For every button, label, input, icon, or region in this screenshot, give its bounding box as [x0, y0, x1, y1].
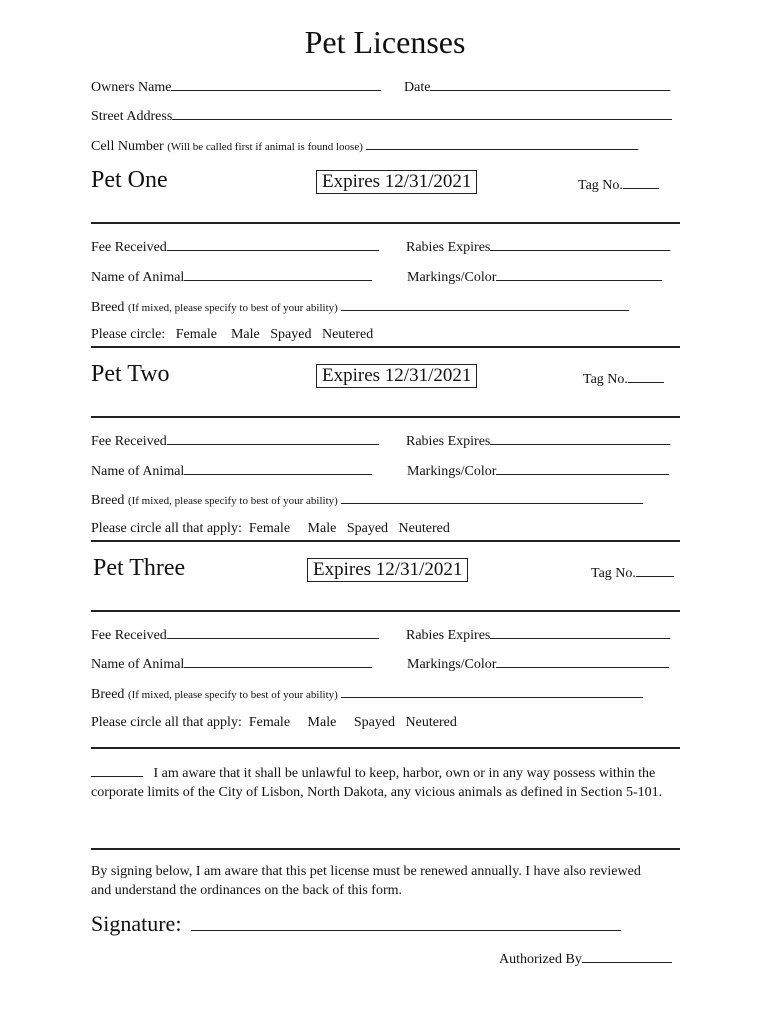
pet-one-fee-label: Fee Received [91, 240, 167, 255]
pet-three-markings-row [407, 655, 669, 673]
pet-two-fee-label: Fee Received [91, 434, 167, 449]
renewal-statement: By signing below, I am aware that this pet license must be renewed annually. I have also reviewed and understand the ordinances on the back of this form. [91, 864, 641, 898]
date-label: Date [404, 80, 431, 95]
pet-three-end-divider [91, 747, 680, 749]
pet-three-divider [91, 610, 680, 612]
pet-two-markings-label: Markings/Color [407, 464, 497, 479]
cell-number-note: (Will be called first if animal is found loose) [167, 141, 363, 153]
page-title: Pet Licenses [304, 24, 466, 60]
street-address-label: Street Address [91, 109, 173, 124]
pet-three-breed-field[interactable] [341, 685, 643, 698]
cell-number-field[interactable] [366, 137, 638, 150]
pet-two-tag-label: Tag No. [583, 372, 628, 387]
pet-three-fee-label: Fee Received [91, 628, 167, 643]
pet-one-rabies-row [406, 238, 670, 256]
pet-three-rabies-label: Rabies Expires [406, 628, 491, 643]
pet-three-name-row [91, 655, 372, 673]
owners-name-field[interactable] [171, 78, 381, 91]
pet-three-breed-row [91, 685, 643, 703]
pet-two-opt-neutered[interactable]: Neutered [398, 521, 450, 536]
pet-two-breed-row [91, 491, 643, 509]
pet-three-tag-field[interactable] [636, 564, 674, 577]
pet-three-rabies-field[interactable] [490, 626, 670, 639]
owners-name-label: Owners Name [91, 80, 172, 95]
pet-two-breed-note: (If mixed, please specify to best of your ability) [127, 495, 338, 507]
pet-one-tag-field[interactable] [623, 176, 659, 189]
pet-one-markings-field[interactable] [496, 268, 662, 281]
pet-three-opt-neutered[interactable]: Neutered [405, 715, 457, 730]
street-address-field[interactable] [172, 107, 672, 120]
pet-two-tag-row [583, 370, 664, 388]
pet-three-circle-label: Please circle all that apply: [91, 715, 242, 730]
pet-one-fee-row [91, 238, 379, 256]
pet-one-breed-field[interactable] [341, 298, 629, 311]
pet-one-opt-neutered[interactable]: Neutered [321, 327, 374, 342]
pet-two-opt-female[interactable]: Female [248, 521, 291, 536]
pet-one-name-field[interactable] [184, 268, 372, 281]
pet-three-tag-row [591, 564, 674, 582]
pet-two-end-divider [91, 540, 680, 542]
pet-three-name-label: Name of Animal [91, 657, 185, 672]
pet-two-name-label: Name of Animal [91, 464, 185, 479]
signature-field[interactable] [191, 912, 621, 931]
pet-one-opt-male[interactable]: Male [230, 327, 260, 342]
pet-three-title: Pet Three [93, 555, 186, 581]
pet-three-fee-row [91, 626, 379, 644]
pet-three-fee-field[interactable] [167, 626, 379, 639]
pet-one-fee-field[interactable] [167, 238, 379, 251]
owners-name-row [91, 78, 381, 96]
pet-three-expires-box: Expires 12/31/2021 [307, 558, 468, 582]
authorized-by-label: Authorized By [499, 952, 582, 967]
pet-two-rabies-field[interactable] [490, 432, 670, 445]
pet-one-tag-label: Tag No. [578, 178, 623, 193]
pet-three-markings-field[interactable] [496, 655, 669, 668]
pet-one-name-row [91, 268, 372, 286]
pet-one-rabies-label: Rabies Expires [406, 240, 491, 255]
vicious-statement-text: I am aware that it shall be unlawful to keep, harbor, own or in any way possess within the corporate limits of the City of Lisbon, North Dakota, any vicious animals as defined in Section 5-101. [91, 766, 663, 800]
pet-three-circle-row [91, 715, 457, 731]
pet-three-rabies-row [406, 626, 670, 644]
pet-three-name-field[interactable] [184, 655, 372, 668]
pet-one-title: Pet One [91, 167, 168, 193]
pet-one-rabies-field[interactable] [490, 238, 670, 251]
signature-label: Signature: [91, 911, 182, 936]
pet-one-opt-spayed[interactable]: Spayed [270, 327, 312, 342]
street-address-row [91, 107, 672, 125]
pet-two-fee-field[interactable] [167, 432, 379, 445]
date-row [404, 78, 670, 96]
pet-two-divider [91, 416, 680, 418]
pet-two-tag-field[interactable] [628, 370, 664, 383]
pet-two-opt-spayed[interactable]: Spayed [346, 521, 389, 536]
pet-one-markings-row [407, 268, 662, 286]
pet-two-markings-field[interactable] [496, 462, 669, 475]
pet-two-name-field[interactable] [184, 462, 372, 475]
pet-three-tag-label: Tag No. [591, 566, 636, 581]
pet-one-opt-female[interactable]: Female [175, 327, 217, 342]
pet-one-expires-box: Expires 12/31/2021 [316, 170, 477, 194]
cell-number-label: Cell Number [91, 139, 164, 154]
pet-two-fee-row [91, 432, 379, 450]
pet-two-name-row [91, 462, 372, 480]
pet-one-markings-label: Markings/Color [407, 270, 497, 285]
statement-divider [91, 848, 680, 850]
cell-number-row [91, 137, 638, 155]
pet-one-end-divider [91, 346, 680, 348]
pet-three-breed-note: (If mixed, please specify to best of your ability) [127, 689, 338, 701]
pet-one-circle-label: Please circle: [91, 327, 166, 342]
pet-three-opt-female[interactable]: Female [248, 715, 291, 730]
date-field[interactable] [430, 78, 670, 91]
pet-two-rabies-row [406, 432, 670, 450]
pet-three-opt-male[interactable]: Male [307, 715, 337, 730]
pet-two-rabies-label: Rabies Expires [406, 434, 491, 449]
pet-two-expires-box: Expires 12/31/2021 [316, 364, 477, 388]
vicious-statement [91, 763, 691, 802]
pet-one-divider [91, 222, 680, 224]
pet-three-opt-spayed[interactable]: Spayed [353, 715, 396, 730]
pet-two-opt-male[interactable]: Male [307, 521, 337, 536]
pet-two-circle-label: Please circle all that apply: [91, 521, 242, 536]
pet-two-breed-label: Breed [91, 493, 125, 508]
pet-two-title: Pet Two [91, 361, 170, 387]
pet-three-breed-label: Breed [91, 687, 125, 702]
pet-one-breed-note: (If mixed, please specify to best of your ability) [127, 302, 338, 314]
authorized-by-field[interactable] [582, 950, 672, 963]
pet-one-name-label: Name of Animal [91, 270, 185, 285]
pet-two-breed-field[interactable] [341, 491, 643, 504]
pet-one-circle-row [91, 327, 373, 343]
pet-two-circle-row [91, 521, 450, 537]
pet-three-markings-label: Markings/Color [407, 657, 497, 672]
pet-one-breed-label: Breed [91, 300, 125, 315]
pet-one-tag-row [578, 176, 659, 194]
vicious-initials-field[interactable] [91, 763, 143, 777]
pet-one-breed-row [91, 298, 629, 316]
pet-two-markings-row [407, 462, 669, 480]
authorized-by-row [499, 950, 672, 968]
signature-row [91, 911, 621, 937]
